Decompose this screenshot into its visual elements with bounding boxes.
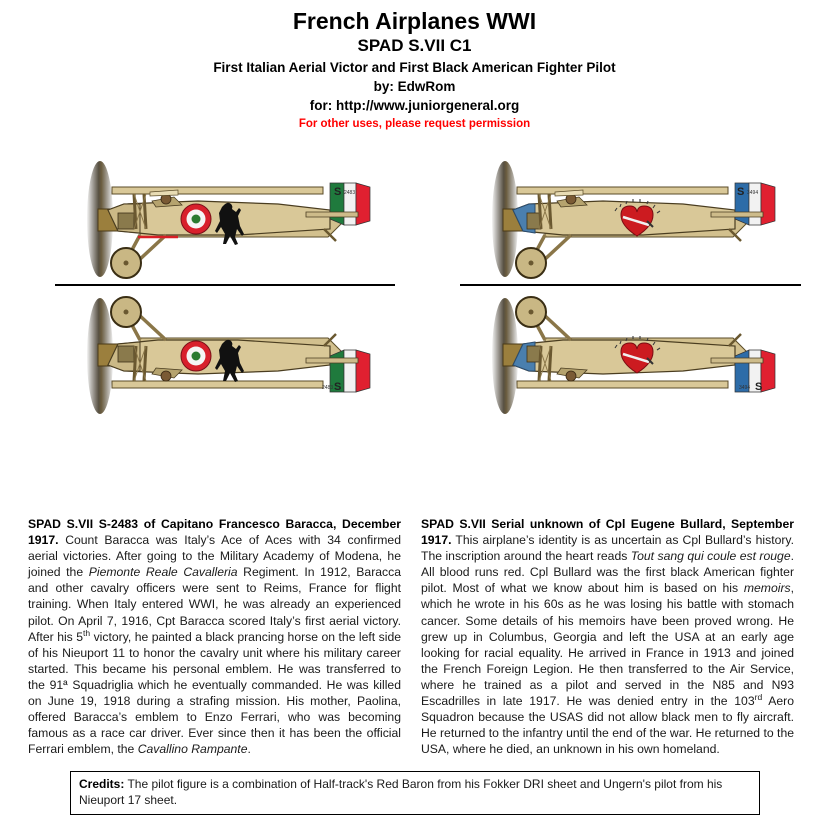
wheel-hub <box>529 261 534 266</box>
tail-letter: S <box>755 381 763 393</box>
bullard-italic-2: memoirs <box>743 581 791 596</box>
baracca-side-svg <box>78 157 398 282</box>
bullard-body-2: . All blood runs red. Cpl Bullard was the first black American fighter pilot. Most of what we know about him is based on his <box>421 549 794 596</box>
page-title: French Airplanes WWI <box>292 8 537 34</box>
baracca-body-2: Regiment. In 1912, Baracca and other cavalry officers were sent to Reims, France for flight training. When Italy entered WWI, he was already an experienced pilot. On April 7, 1916, Cpt Baracca scored Italy’s first aerial victory. After his 5 <box>28 565 402 644</box>
permission-notice: For other uses, please request permission <box>298 118 531 130</box>
column-baracca <box>28 516 401 757</box>
page-source-url: for: http://www.juniorgeneral.org <box>309 98 520 113</box>
baracca-superscript: th <box>83 627 91 638</box>
bullard-superscript: rd <box>754 691 763 702</box>
description-columns <box>0 516 829 757</box>
baracca-inverted-svg <box>78 293 398 418</box>
horizontal-stabilizer <box>306 212 358 217</box>
baracca-italic-1: Piemonte Reale Cavalleria <box>88 565 238 580</box>
wheel-hub <box>124 310 129 315</box>
pilot-head <box>566 371 576 381</box>
cowl-louvers <box>118 346 134 362</box>
aircraft-plate-bullard-side <box>483 157 803 282</box>
page-author: by: EdwRom <box>373 79 456 94</box>
upper-wing <box>517 381 728 388</box>
italian-roundel <box>181 341 211 371</box>
tail-letter: S <box>737 186 745 198</box>
baracca-italic-2: Cavallino Rampante <box>137 742 248 757</box>
page-description: First Italian Aerial Victor and First Black American Fighter Pilot <box>213 60 616 75</box>
italian-roundel <box>181 204 211 234</box>
horizontal-stabilizer <box>711 358 763 363</box>
bullard-inverted-svg <box>483 293 803 418</box>
upper-wing <box>517 187 728 194</box>
baracca-body-4: . <box>247 742 251 757</box>
upper-wing <box>112 381 323 388</box>
tail-serial: 3494 <box>739 385 751 391</box>
page-header <box>0 0 829 133</box>
aircraft-plate-baracca-side <box>78 157 398 282</box>
column-bullard <box>421 516 794 757</box>
wheel-hub <box>124 261 129 266</box>
upper-wing <box>112 187 323 194</box>
tail-serial: 2483 <box>344 190 356 196</box>
credits-box <box>70 771 760 815</box>
credits-text: The pilot figure is a combination of Half-track's Red Baron from his Fokker DRI sheet and Ungern's pilot from his Nieuport 17 sheet. <box>79 777 723 807</box>
divider-line-left <box>55 284 395 286</box>
horizontal-stabilizer <box>306 358 358 363</box>
wheel-hub <box>529 310 534 315</box>
tail-letter: S <box>334 381 342 393</box>
aircraft-plate-baracca-inverted <box>78 293 398 418</box>
bullard-italic-1: Tout sang qui coule est rouge <box>630 549 791 564</box>
bullard-body-3: , which he wrote in his 60s as he was losing his battle with stomach cancer. Some details of his memoirs have been proved wrong. He grew up in Columbus, Georgia and left the USA at an early age looking for racial equality. He arrived in France in 1913 and joined the French Foreign Legion. He then transferred to the Air Service, where he trained as a pilot and served in the N85 and N93 Escadrilles in late 1917. He was denied entry in the 103 <box>421 581 794 709</box>
fuselage <box>108 340 330 374</box>
baracca-body-3: victory, he painted a black prancing horse on the left side of his Nieuport 11 to honor the cavalry unit where his military career started. This became his personal emblem. He was transferred to the 91ª Squadriglia which he eventually commanded. He was killed on June 19, 1918 during a strafing mission. His mother, Paolina, offered Baracca’s emblem to Enzo Ferrari, who was becoming famous as a race car driver. Ever since then it has been the official Ferrari emblem, the <box>28 629 402 757</box>
horizontal-stabilizer <box>711 212 763 217</box>
bullard-side-svg <box>483 157 803 282</box>
page-subtitle: SPAD S.VII C1 <box>357 36 472 55</box>
aircraft-plate-bullard-inverted <box>483 293 803 418</box>
baracca-body-1: Count Baracca was Italy’s Ace of Aces with 34 confirmed aerial victories. After going to the Military Academy of Modena, he joined the <box>28 533 401 580</box>
tail-serial: 2483 <box>322 385 334 391</box>
tail-serial: 3494 <box>747 190 759 196</box>
bullard-body-1: This airplane’s identity is as uncertain as Cpl Bullard’s history. The inscription around the heart reads <box>421 533 794 564</box>
baracca-heading: SPAD S.VII S-2483 of Capitano Francesco Baracca, December 1917. <box>28 517 401 548</box>
pilot-head <box>161 371 171 381</box>
credits-label: Credits: <box>79 777 125 791</box>
bullard-body-4: Aero Squadron because the USAS did not allow black men to fly aircraft. He returned to the infantry until the end of the war. He returned to the USA, where he died, an unknown in his own homeland. <box>421 694 794 757</box>
aircraft-plate-gallery <box>0 157 829 467</box>
bullard-heading: SPAD S.VII Serial unknown of Cpl Eugene Bullard, September 1917. <box>421 517 794 548</box>
divider-line-right <box>460 284 801 286</box>
cowl-louvers <box>118 213 134 229</box>
tail-letter: S <box>334 186 342 198</box>
